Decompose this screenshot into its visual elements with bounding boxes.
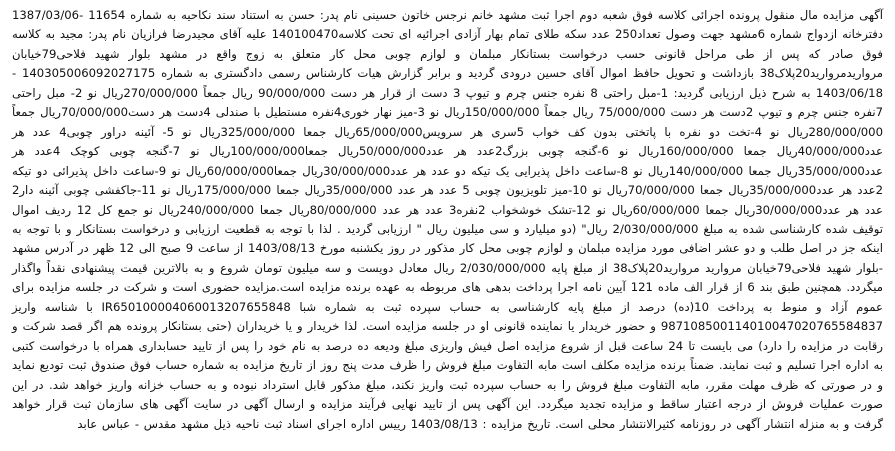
auction-notice-text: آگهی مزایده مال منقول پرونده اجرائی کلاسه فوق شعبه دوم اجرا ثبت مشهد خانم نرجس خاتون حسینی نام پدر: حسن به استناد سند نکاحیه به شماره 11654 -1387/03/06 دفترخانه ازدواج شماره 6مشهد جهت وصول تعداد250 عدد سکه طلای تمام بهار آزادی اجرائیه ای تحت کلاسه140100470 علیه آقای مجیدرضا فرازیان نام پدر: مجید به کلاسه فوق صادر که پس از طی مراحل قانونی حسب درخواست بستانکار مبلمان و لوازم چوبی محل کار متعلق به زوج واقع در مشهد بلوار شهید فلاحی79خیابان مرواریدمروارید20پلاک38 بازداشت و تحویل حافظ اموال آقای حسین درودی گردید و برابر گزارش هیات کارشناس رسمی دادگستری به شماره 140305006092027175 - 1403/06/18 به شرح ذیل ارزیابی گردید: 1-مبل راحتی 8 نفره جنس چرم و تیوپ 3 دست از قرار هر دست 90/000/000 ریال جمعاً 270/000/000ریال نو 2- مبل راحتی 7نفره جنس چرم و تیوپ 2دست هر دست 75/000/000 ریال جمعاً 150/000/000ریال نو 3-میز نهار خوری4نفره مستطیل با صندلی 4دست هر دست70/000/000ریال جمعاً 280/000/000ریال نو 4-تخت دو نفره با پاتختی بدون کف خواب 5سری هر سرویس65/000/000ریال جمعا 325/000/000ریال نو 5- آئینه دراور چوبی4 عدد هر عدد40/000/000ریال جمعا 160/000/000ریال نو 6-گنجه چوبی بزرگ2عدد هر عدد50/000/000ریال جمعا100/000/000ریال نو 7-گنجه چوبی کوچک 4عدد هر عدد35/000/000ریال جمعا 140/000/000ریال نو 8-ساعت داخل پذیرایی یک تیکه دو عدد هر عدد30/000/000ریال جمعا60/000/000ریال نو 9-ساعت داخل پذیرائی دو تیکه 2عدد هر عدد35/000/000ریال جمعا 70/000/000ریال نو 10-میز تلویزیون چوبی 5 عدد هر عدد 35/000/000ریال جمعا 175/000/000ریال نو 11-جاکفشی چوبی آئینه دار2 عدد هر عدد30/000/000ریال جمعا 60/000/000ریال نو 12-تشک خوشخواب 2نفره3 عدد هر عدد 80/000/000ریال جمعا 240/000/000ریال نو جمع کل 12 ردیف اموال توقیف شده کارشناسی شده به مبلغ 2/030/000/000 ریال" (دو میلیارد و سی میلیون ریال " ارزیابی گردید . لذا با توجه به قطعیت ارزیابی و درخواست بستانکار و با توجه به اینکه جز در اصل طلب و دو عشر اضافی مورد مزایده مبلمان و لوازم چوبی محل کار مذکور در روز یکشنبه مورخ 1403/08/13 از ساعت 9 صبح الی 12 ظهر در آدرس مشهد -بلوار شهید فلاحی79خیابان مروارید مروارید20پلاک38 از مبلغ پایه 2/030/000/000 ریال معادل دویست و سه میلیون تومان شروع و به بالاترین قیمت پیشنهادی نقداً واگذار میگردد. همچنین طبق بند 6 از قرار الف ماده 121 آیین نامه اجرا پرداخت بدهی های مربوطه به عهده برنده مزایده است.مزایده حضوری است و شرکت در جلسه مزایده برای عموم آزاد و منوط به پرداخت 10(ده) درصد از مبلغ پایه کارشناسی به حساب سپرده ثبت به شماره شبا IR650100004060013207655848 با شناسه واریز 987108500114010047020765584837 و حضور خریدار یا نماینده قانونی او در جلسه مزایده است. لذا خریدار و یا خریداران (حتی بستانکار پرونده هم اگر قصد شرکت و رقابت در مزایده را دارد) می بایست تا 24 ساعت قبل از شروع مزایده اصل فیش واریزی مبلغ ودیعه ده درصد به نام خود را پس از تایید حسابداری همراه با درخواست کتبی به اداره اجرا تسلیم و ثبت نمایند. ضمناً برنده مزایده مکلف است مابه التفاوت مبلغ فروش را ظرف مدت پنج روز از تاریخ مزایده به شماره حساب فوق صندوق ثبت تودیع نماید و در صورتی که ظرف مهلت مقرر، مابه التفاوت مبلغ فروش را به حساب سپرده ثبت واریز نکند، مبلغ مذکور قابل استرداد نبوده و به حساب خزانه واریز خواهد شد. در این صورت عملیات فروش از درجه اعتبار ساقط و مزایده تجدید میگردد. این آگهی پس از تایید نهایی فرآیند مزایده و ارسال آگهی در سایت آگهی های سازمان ثبت قرار خواهد گرفت و به منزله انتشار آگهی در روزنامه کثیرالانتشار محلی است. تاریخ مزایده : 1403/08/13 رییس اداره اجرای اسناد ثبت ناحیه ذیل مشهد مقدس - عباس عابد <box>12 8 884 431</box>
